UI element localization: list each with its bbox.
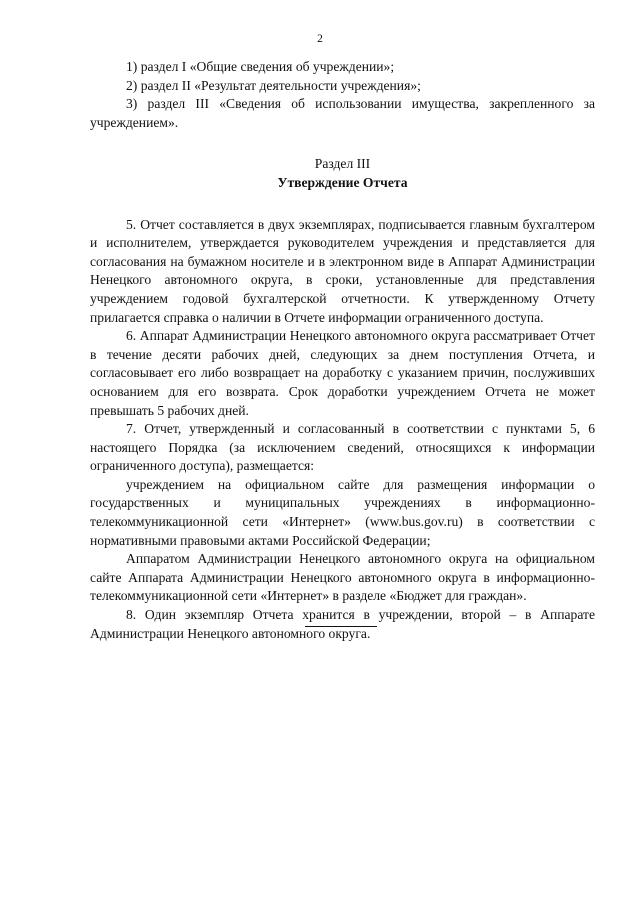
document-body — [90, 58, 595, 643]
page-number: 2 — [317, 33, 323, 45]
paragraph-7-item-2: Аппаратом Администрации Ненецкого автономного округа на официальном сайте Аппарата Администрации Ненецкого автономного округа в информационно-телекоммуникационной сети «Интернет» в разделе «Бюджет для граждан». — [90, 551, 595, 604]
paragraph-5: 5. Отчет составляется в двух экземплярах, подписывается главным бухгалтером и исполнителем, утверждается руководителем учреждения и представляется для согласования на бумажном носителе и в электронном виде в Аппарат Администрации Ненецкого автономного округа, в сроки, установленные для представления учреждением годовой бухгалтерской отчетности. К утвержденному Отчету прилагается справка о наличии в Отчете информации ограниченного доступа. — [90, 216, 595, 325]
paragraph-8: 8. Один экземпляр Отчета хранится в учреждении, второй – в Аппарате Администрации Ненецкого автономного округа. — [90, 607, 595, 641]
list-item: 2) раздел II «Результат деятельности учреждения»; — [126, 77, 421, 93]
section-title: Утверждение Отчета — [277, 174, 408, 190]
list-item: 1) раздел I «Общие сведения об учреждении»; — [126, 59, 395, 74]
paragraph-6: 6. Аппарат Администрации Ненецкого автономного округа рассматривает Отчет в течение десяти рабочих дней, следующих за днем поступления Отчета, и согласовывает его либо возвращает на доработку с указанием причин, послуживших основанием для его возврата. Срок доработки учреждением Отчета не может превышать 5 рабочих дней. — [90, 328, 595, 418]
paragraph-7: 7. Отчет, утвержденный и согласованный в соответствии с пунктами 5, 6 настоящего Порядка (за исключением сведений, относящихся к информации ограниченного доступа), размещается: — [90, 421, 595, 474]
paragraph-7-item-1: учреждением на официальном сайте для размещения информации о государственных и муниципальных учреждениях в информационно-телекоммуникационной сети «Интернет» (www.bus.gov.ru) в соответствии с нормативными правовыми актами Российской Федерации; — [90, 476, 595, 548]
list-item: 3) раздел III «Сведения об использовании имущества, закрепленного за учреждением». — [90, 96, 595, 130]
section-heading: Раздел III — [314, 156, 371, 172]
end-divider — [305, 626, 377, 627]
